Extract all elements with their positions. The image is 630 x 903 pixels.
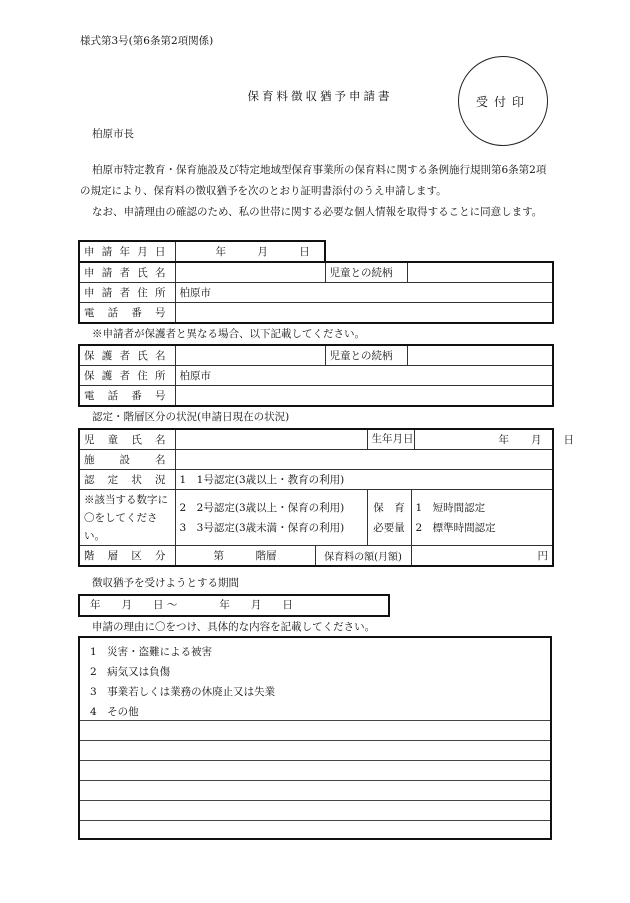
fee-field[interactable]: 円	[411, 546, 553, 567]
dob-day: 日	[563, 434, 574, 446]
reason-label: 申請の理由に〇をつけ、具体的な内容を記載してください。	[92, 621, 376, 633]
reason-item-3[interactable]: 3 事業若しくは業務の休廃止又は失業	[90, 686, 276, 698]
form-title: 保育料徴収猶予申請書	[247, 89, 393, 103]
child-status-table	[78, 428, 574, 567]
dob-year: 年	[498, 434, 509, 446]
reason-item-2[interactable]: 2 病気又は負傷	[90, 666, 171, 678]
child-name-field[interactable]	[175, 429, 367, 450]
reason-line	[80, 760, 550, 761]
dob-label: 生年月日	[368, 430, 415, 449]
cert-option-3[interactable]: 3 3号認定(3歳未満・保育の利用)	[179, 521, 345, 534]
guardian-address-label: 保護者住所	[84, 370, 171, 382]
form-id: 様式第3号(第6条第2項関係)	[80, 35, 214, 47]
reason-item-4[interactable]: 4 その他	[90, 706, 139, 718]
period-field[interactable]: 年 月 日 ～ 年 月 日	[78, 594, 390, 617]
applicant-relation-field[interactable]	[407, 262, 553, 283]
guardian-note: ※申請者が保護者と異なる場合、以下記載してください。	[92, 328, 365, 340]
applicant-relation-label: 児童との続柄	[325, 262, 407, 283]
need-option-2[interactable]: 2 標準時間認定	[415, 521, 496, 534]
dob-cell	[367, 429, 574, 450]
guardian-phone-field[interactable]	[175, 386, 553, 407]
cert-options-2-3	[175, 490, 367, 546]
need-option-1[interactable]: 1 短時間認定	[415, 501, 486, 514]
guardian-table	[78, 344, 554, 407]
status-note: 認定・階層区分の状況(申請日現在の状況)	[92, 411, 290, 423]
reason-line	[80, 800, 550, 801]
need-label-1: 保 育	[373, 501, 405, 514]
intro-paragraph: 柏原市特定教育・保育施設及び特定地域型保育事業所の保育料に関する条例施行規則第6条第2項の規定により、保育料の徴収猶予を次のとおり証明書添付のうえ申請します。	[80, 164, 547, 197]
guardian-name-label: 保護者氏名	[84, 350, 171, 362]
need-label-cell	[367, 490, 411, 546]
guardian-relation-field[interactable]	[407, 345, 553, 366]
cert-instruction: ※該当する数字に〇をしてください。	[79, 490, 175, 546]
date-field[interactable]	[175, 241, 325, 262]
dob-month: 月	[531, 434, 542, 446]
facility-label: 施設名	[84, 454, 171, 466]
date-label: 申請年月日	[84, 246, 171, 258]
need-label-2: 必要量	[373, 521, 405, 534]
reason-item-1[interactable]: 1 災害・盗難による被害	[90, 646, 213, 658]
guardian-name-field[interactable]	[175, 345, 325, 366]
cert-label: 認定状況	[84, 474, 171, 486]
need-options	[411, 490, 553, 546]
applicant-table	[78, 261, 554, 324]
applicant-address-field[interactable]: 柏原市	[175, 283, 553, 303]
date-day: 日	[299, 246, 310, 258]
cert-option-2[interactable]: 2 2号認定(3歳以上・保育の利用)	[179, 501, 345, 514]
recipient: 柏原市長	[92, 128, 134, 140]
date-year: 年	[215, 246, 226, 258]
applicant-name-field[interactable]	[175, 262, 325, 283]
fee-label: 保育料の額(月額)	[315, 546, 411, 567]
reason-line	[80, 820, 550, 821]
period-label: 徴収猶予を受けようとする期間	[92, 577, 239, 589]
tier-label: 階層区分	[84, 550, 171, 562]
guardian-relation-label: 児童との続柄	[325, 345, 407, 366]
reception-stamp: 受付印	[458, 56, 548, 146]
cert-option-1[interactable]: 1 1号認定(3歳以上・教育の利用)	[175, 470, 553, 490]
reason-line	[80, 740, 550, 741]
tier-field[interactable]: 第 階層	[175, 546, 315, 567]
applicant-name-label: 申請者氏名	[84, 267, 171, 279]
reason-box	[78, 636, 552, 840]
date-month: 月	[257, 246, 268, 258]
consent-paragraph: なお、申請理由の確認のため、私の世帯に関する必要な個人情報を取得することに同意します。	[92, 206, 543, 218]
applicant-phone-label: 電話番号	[84, 307, 171, 319]
application-date-table	[78, 240, 326, 263]
guardian-phone-label: 電話番号	[84, 390, 171, 402]
applicant-address-label: 申請者住所	[84, 287, 171, 299]
reason-line	[80, 780, 550, 781]
guardian-address-field[interactable]: 柏原市	[175, 366, 553, 386]
child-name-label: 児童氏名	[84, 434, 171, 446]
reason-line	[80, 720, 550, 721]
facility-field[interactable]	[175, 450, 553, 470]
applicant-phone-field[interactable]	[175, 303, 553, 324]
